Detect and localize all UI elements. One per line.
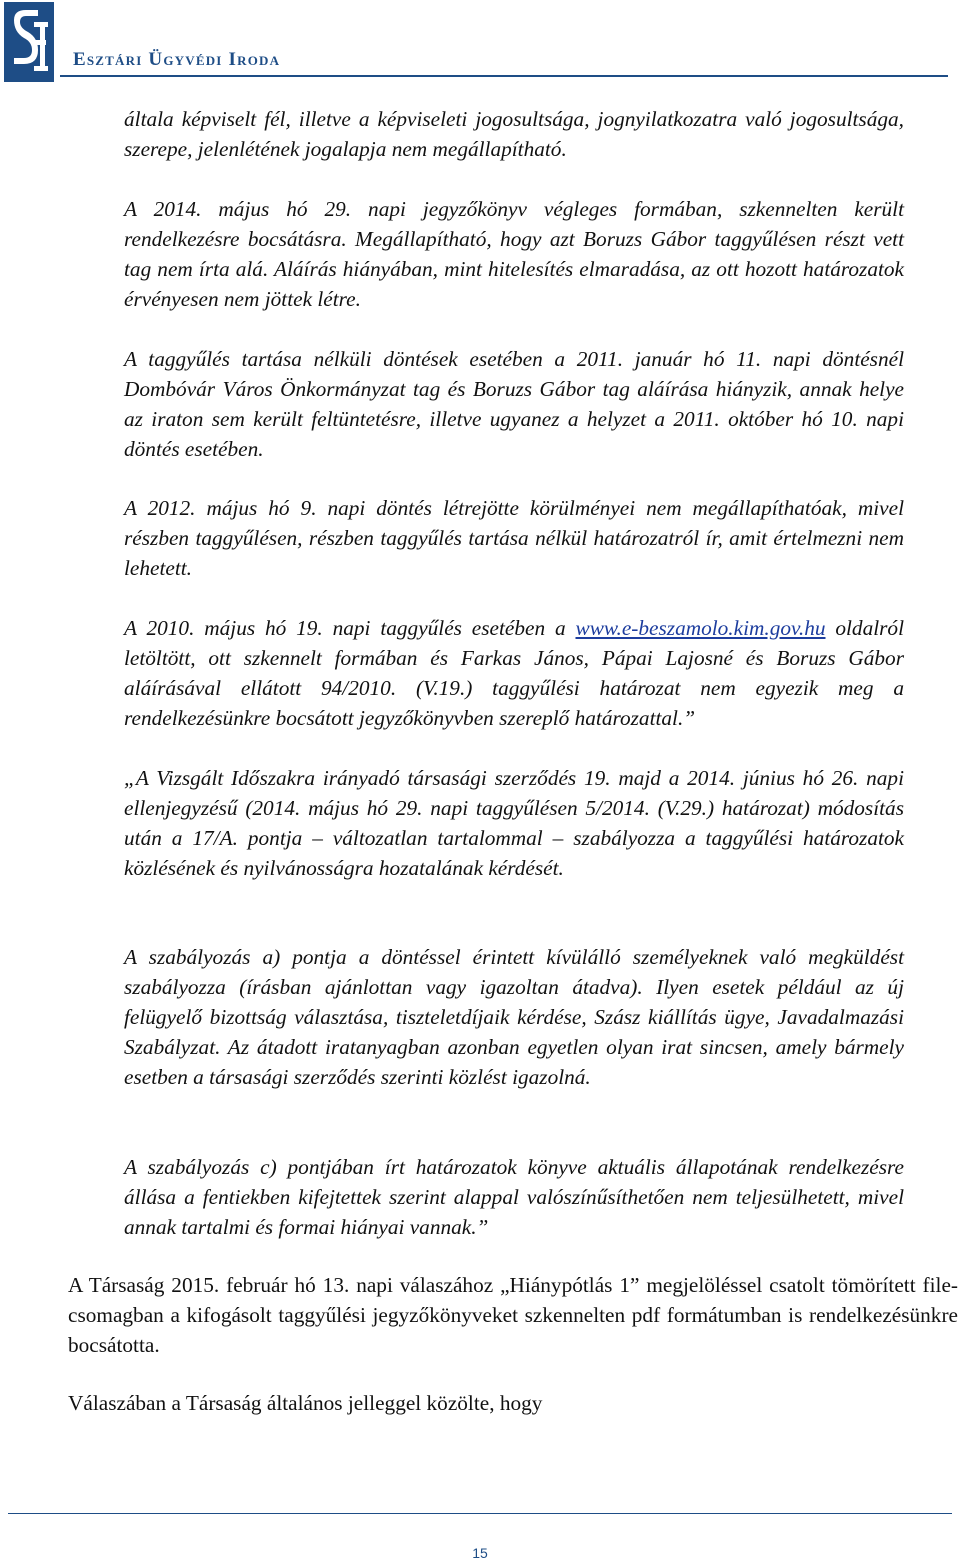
paragraph-4: A 2012. május hó 9. napi döntés létrejötte körülményei nem megállapíthatóak, mivel részben taggyűlésen, részben taggyűlés tartása nélkül határozatról ír, amit értelmezni nem lehetett. bbox=[124, 496, 904, 580]
paragraph-9: A Társaság 2015. február hó 13. napi válaszához „Hiánypótlás 1” megjelöléssel csatolt tömörített file-csomagban a kifogásolt taggyűlési jegyzőkönyveket szkennelten pdf formátumban is rendelkezésünkre bocsátotta. bbox=[68, 1273, 958, 1357]
paragraph-1: általa képviselt fél, illetve a képviseleti jogosultsága, jognyilatkozatra való jogosultsága, szerepe, jelenlétének jogalapja nem megállapítható. bbox=[124, 107, 904, 161]
paragraph-3: A taggyűlés tartása nélküli döntések esetében a 2011. január hó 11. napi döntésnél Dombóvár Város Önkormányzat tag és Boruzs Gábor tag aláírása hiányzik, annak helye az iraton sem került feltüntetésre, illetve ugyanez a helyzet a 2011. október hó 10. napi döntés esetében. bbox=[124, 347, 904, 461]
paragraph-2: A 2014. május hó 29. napi jegyzőkönyv végleges formában, szkennelten került rendelkezésre bocsátásra. Megállapítható, hogy azt Boruzs Gábor taggyűlésen részt vett tag nem írta alá. Aláírás hiányában, mint hitelesítés elmaradása, az ott hozott határozatok érvényesen nem jöttek létre. bbox=[124, 197, 904, 311]
beszamolo-link[interactable]: www.e-beszamolo.kim.gov.hu bbox=[575, 616, 826, 640]
paragraph-6: „A Vizsgált Időszakra irányadó társasági szerződés 19. majd a 2014. június hó 26. napi ellenjegyzésű (2014. május hó 29. napi taggyűlésen 5/2014. (V.29.) határozat) módosítás után a 17/A. pontja – változatlan tartalommal – szabályozza a taggyűlési határozatok közlésének és nyilvánosságra hozatalának kérdését. bbox=[124, 766, 904, 880]
paragraph-8: A szabályozás c) pontjában írt határozatok könyve aktuális állapotának rendelkezésre állása a fentiekben kifejtettek szerint alappal valószínűsíthetően nem teljesülhetett, mivel annak tartalmi és formai hiányai vannak.” bbox=[124, 1155, 904, 1239]
firm-logo bbox=[4, 2, 54, 82]
paragraph-5-text-before: A 2010. május hó 19. napi taggyűlés esetében a bbox=[124, 616, 576, 640]
paragraph-7: A szabályozás a) pontja a döntéssel érintett kívülálló személyeknek való megküldést szabályozza (írásban ajánlottan vagy igazoltan átadva). Ilyen esetek például az új felügyelő bizottság választása, tiszteletdíjaik kérdése, Szász kiállítás ügye, Javadalmazási Szabályzat. Az átadott iratanyagban azonban egyetlen olyan irat sincsen, amely bármely esetben a társasági szerződés szerinti közlést igazolná. bbox=[124, 945, 904, 1089]
header-divider bbox=[60, 75, 948, 77]
paragraph-10: Válaszában a Társaság általános jelleggel közölte, hogy bbox=[68, 1391, 543, 1415]
footer-divider bbox=[8, 1513, 952, 1514]
page-number: 15 bbox=[472, 1545, 488, 1561]
firm-name: Esztári Ügyvédi Iroda bbox=[73, 49, 281, 70]
paragraph-5-text-after: oldalról letöltött, ott szkennelt formában és Farkas János, Pápai Lajosné és Boruzs Gábor aláírásával ellátott 94/2010. (V.19.) taggyűlési határozat nem egyezik meg a rendelkezésünkre bocsátott jegyzőkönyvben szereplő határozattal.” bbox=[124, 616, 904, 730]
paragraph-5 bbox=[124, 613, 904, 733]
